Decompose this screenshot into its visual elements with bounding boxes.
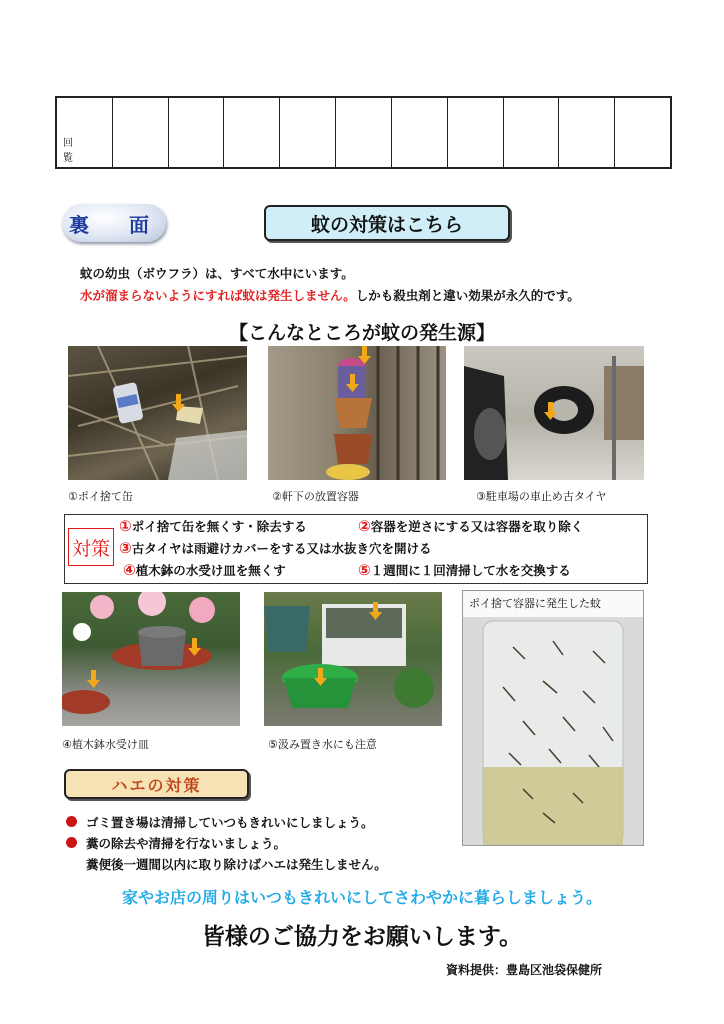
fly-item-2: 糞の除去や清掃を行ないましょう。 xyxy=(86,836,287,851)
intro-line-1: 蚊の幼虫（ボウフラ）は、すべて水中にいます。 xyxy=(80,266,354,281)
countermeasure-item-2: ②容器を逆さにする又は容器を取り除く xyxy=(358,517,584,535)
fly-item-3: 糞便後一週間以内に取り除けばハエは発生しません。 xyxy=(86,857,387,872)
circulation-cell xyxy=(614,98,670,167)
photo-caption-1: ①ポイ捨て缶 xyxy=(68,490,133,503)
stored-water-illustration xyxy=(264,592,442,726)
photo-caption-5: ⑤汲み置き水にも注意 xyxy=(268,738,377,751)
slogan: 家やお店の周りはいつもきれいにしてさわやかに暮らしましょう。 xyxy=(121,888,602,907)
intro-rest: しかも殺虫剤と違い効果が永久的です。 xyxy=(355,288,580,303)
plant-saucer-photo xyxy=(62,592,240,726)
breeding-sources-title: 【こんなところが蚊の発生源】 xyxy=(228,322,495,344)
circulation-label-cell xyxy=(57,98,112,167)
countermeasure-item-3: ③古タイヤは雨避けカバーをする又は水抜き穴を開ける xyxy=(119,539,432,557)
mosquito-title: 蚊の対策はこちら xyxy=(264,205,510,241)
circulation-cell xyxy=(558,98,614,167)
photo-caption-3: ③駐車場の車止め古タイヤ xyxy=(476,490,607,503)
eaves-containers-illustration xyxy=(268,346,446,480)
source-credit: 資料提供：豊島区池袋保健所 xyxy=(446,963,603,977)
intro-line-2 xyxy=(80,286,580,304)
circulation-cell xyxy=(447,98,503,167)
fly-item-1: ゴミ置き場は清掃していつもきれいにしましょう。 xyxy=(86,815,374,830)
circulation-cell xyxy=(503,98,559,167)
circulation-cell xyxy=(335,98,391,167)
circulation-cell xyxy=(391,98,447,167)
mosquito-bottle-photo xyxy=(462,590,644,846)
circulation-cell xyxy=(223,98,279,167)
circulation-table xyxy=(55,96,672,169)
fly-countermeasure-title: ハエの対策 xyxy=(64,769,249,799)
discarded-can-photo xyxy=(68,346,247,480)
stored-water-photo xyxy=(264,592,442,726)
photo-caption-2: ②軒下の放置容器 xyxy=(272,490,359,503)
countermeasure-item-1: ①ポイ捨て缶を無くす・除去する xyxy=(119,517,307,535)
bullet-icon xyxy=(66,816,77,827)
eaves-containers-photo xyxy=(268,346,446,480)
old-tire-photo xyxy=(464,346,644,480)
mosquito-bottle-illustration xyxy=(463,617,643,845)
circulation-cell xyxy=(112,98,168,167)
photo-caption-4: ④植木鉢水受け皿 xyxy=(62,738,149,751)
cooperation-request: 皆様のご協力をお願いします。 xyxy=(201,924,523,950)
intro-emphasis: 水が溜まらないようにすれば蚊は発生しません。 xyxy=(80,288,356,303)
circulation-label: 回 覧 xyxy=(63,138,101,164)
plant-saucer-illustration xyxy=(62,592,240,726)
bullet-icon xyxy=(66,837,77,848)
countermeasure-badge: 対策 xyxy=(68,528,114,566)
photo-caption-6: ポイ捨て容器に発生した蚊 xyxy=(469,597,601,610)
circulation-cell xyxy=(168,98,224,167)
discarded-can-illustration xyxy=(68,346,247,480)
countermeasure-item-4: ④植木鉢の水受け皿を無くす xyxy=(123,561,286,579)
circulation-cell xyxy=(279,98,335,167)
back-side-label: 裏 面 xyxy=(62,204,166,242)
countermeasure-item-5: ⑤１週間に１回清掃して水を交換する xyxy=(358,561,571,579)
old-tire-illustration xyxy=(464,346,644,480)
